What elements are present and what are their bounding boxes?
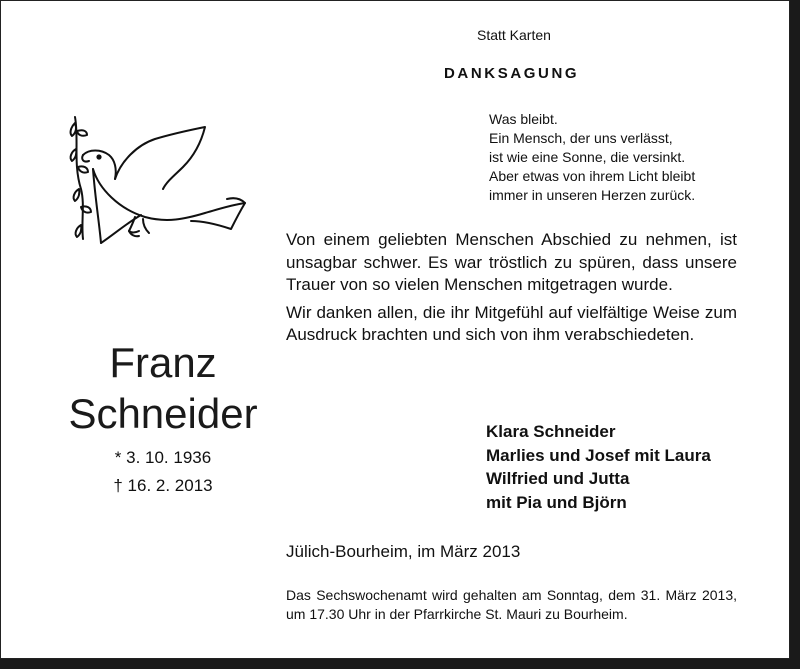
danksagung-title: DANKSAGUNG: [444, 65, 580, 82]
deceased-first-name: Franz: [109, 339, 217, 386]
death-date: † 16. 2. 2013: [113, 476, 213, 495]
dove-icon: [59, 109, 251, 249]
message-text: [286, 229, 737, 352]
statt-karten-label: Statt Karten: [477, 27, 551, 43]
poem: [489, 110, 695, 205]
poem-line: Aber etwas von ihrem Licht bleibt: [489, 168, 696, 184]
poem-line: Was bleibt.: [489, 111, 558, 127]
poem-line: immer in unseren Herzen zurück.: [489, 187, 696, 203]
message-paragraph: Wir danken allen, die ihr Mitgefühl auf vielfältige Weise zum Ausdruck brachten und sich von ihm verabschiedeten.: [286, 302, 737, 344]
message-paragraph: Von einem geliebten Menschen Abschied zu nehmen, ist unsagbar schwer. Es war tröstlich zu spüren, dass unsere Trauer von so vielen Menschen mitgetragen wurde.: [286, 230, 737, 294]
mass-notice: Das Sechswochenamt wird gehalten am Sonntag, dem 31. März 2013, um 17.30 Uhr in der Pfarrkirche St. Mauri zu Bourheim.: [286, 587, 737, 622]
signature-line: Marlies und Josef mit Laura: [486, 445, 711, 465]
birth-date: * 3. 10. 1936: [114, 448, 212, 467]
deceased-last-name: Schneider: [68, 390, 258, 437]
signature-line: Wilfried und Jutta: [486, 469, 630, 488]
signatures: [486, 420, 711, 514]
place-date: Jülich-Bourheim, im März 2013: [286, 542, 521, 561]
signature-line: Klara Schneider: [486, 422, 616, 441]
signature-line: mit Pia und Björn: [486, 492, 627, 512]
poem-line: Ein Mensch, der uns verlässt,: [489, 130, 673, 146]
poem-line: ist wie eine Sonne, die versinkt.: [489, 149, 686, 165]
